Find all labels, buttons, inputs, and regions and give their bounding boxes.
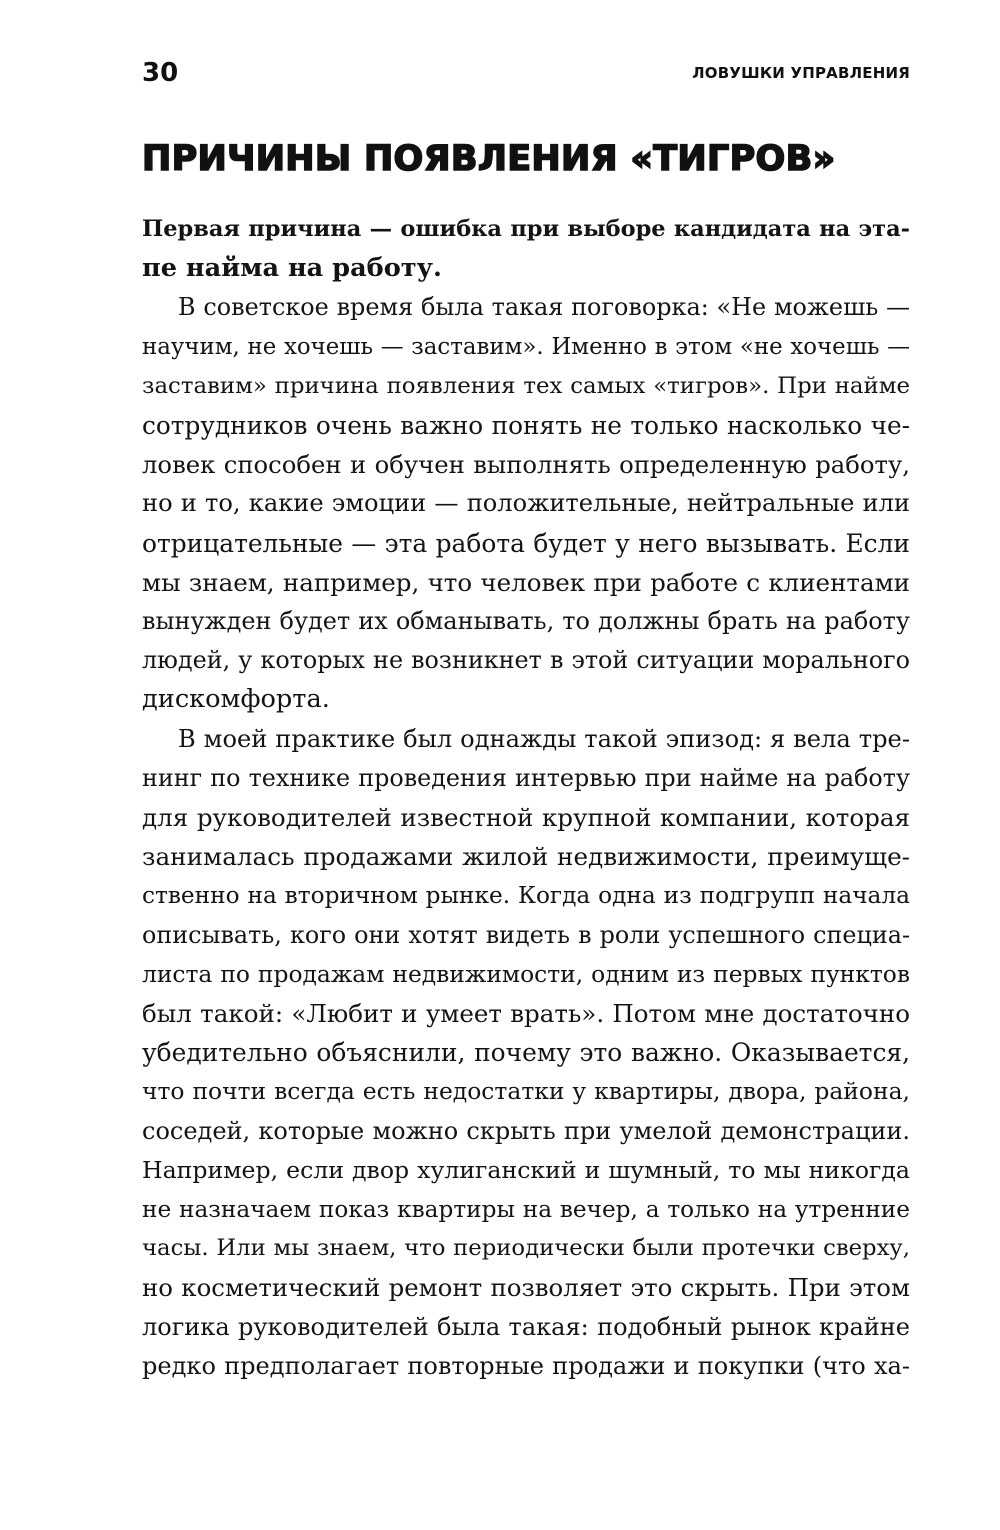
page-header (142, 58, 910, 88)
text-line: убедительно объяснили, почему это важно. Оказывается, (142, 1038, 910, 1068)
text-line: часы. Или мы знаем, что периодически были протечки сверху, (142, 1235, 910, 1262)
running-title: ЛОВУШКИ УПРАВЛЕНИЯ (692, 64, 910, 82)
text-line: описывать, кого они хотят видеть в роли успешного специа- (142, 920, 910, 949)
text-line: дискомфорта. (142, 684, 330, 715)
text-line: людей, у которых не возникнет в этой ситуации морального (142, 646, 910, 675)
section-title: ПРИЧИНЫ ПОЯВЛЕНИЯ «ТИГРОВ» (142, 139, 836, 179)
text-line: соседей, которые можно скрыть при умелой демонстрации. (142, 1116, 910, 1145)
paragraph-2 (142, 720, 910, 1386)
text-line: мы знаем, например, что человек при работе с клиентами (142, 567, 910, 597)
text-line: был такой: «Любит и умеет врать». Потом мне достаточно (142, 999, 910, 1029)
text-line: для руководителей известной крупной компании, которая (142, 803, 910, 833)
text-line: заставим» причина появления тех самых «тигров». При найме (142, 372, 910, 399)
text-line: но косметический ремонт позволяет это скрыть. При этом (142, 1273, 910, 1303)
body-text (142, 210, 910, 1386)
text-line: нинг по технике проведения интервью при найме на работу (142, 763, 910, 792)
text-line: сотрудников очень важно понять не только насколько че- (142, 411, 910, 441)
text-line: что почти всегда есть недостатки у квартиры, двора, района, (142, 1077, 910, 1106)
text-line: редко предполагает повторные продажи и покупки (что ха- (142, 1351, 910, 1380)
text-line: ственно на вторичном рынке. Когда одна из подгрупп начала (142, 882, 910, 910)
text-line: ловек способен и обучен выполнять определенную работу, (142, 450, 910, 480)
lead-paragraph (142, 210, 910, 288)
text-line: Например, если двор хулиганский и шумный, то мы никогда (142, 1155, 910, 1184)
text-line: не назначаем показ квартиры на вечер, а только на утренние (142, 1196, 910, 1224)
text-line: Первая причина — ошибка при выборе кандидата на эта- (142, 216, 910, 242)
text-line: В моей практике был однажды такой эпизод: я вела тре- (178, 724, 910, 753)
text-line: листа по продажам недвижимости, одним из первых пунктов (142, 959, 910, 988)
paragraph-1 (142, 288, 910, 719)
text-line: занималась продажами жилой недвижимости, преимуще- (142, 842, 910, 872)
text-line: логика руководителей была такая: подобный рынок крайне (142, 1312, 910, 1341)
page-number: 30 (142, 58, 179, 88)
text-line: научим, не хочешь — заставим». Именно в этом «не хочешь — (142, 333, 910, 360)
text-line: но и то, какие эмоции — положительные, нейтральные или (142, 489, 910, 518)
text-line: пе найма на работу. (142, 253, 442, 284)
text-line: В советское время была такая поговорка: «Не можешь — (178, 293, 910, 322)
text-line: отрицательные — эта работа будет у него вызывать. Если (142, 528, 910, 558)
text-line: вынужден будет их обманывать, то должны брать на работу (142, 607, 910, 636)
